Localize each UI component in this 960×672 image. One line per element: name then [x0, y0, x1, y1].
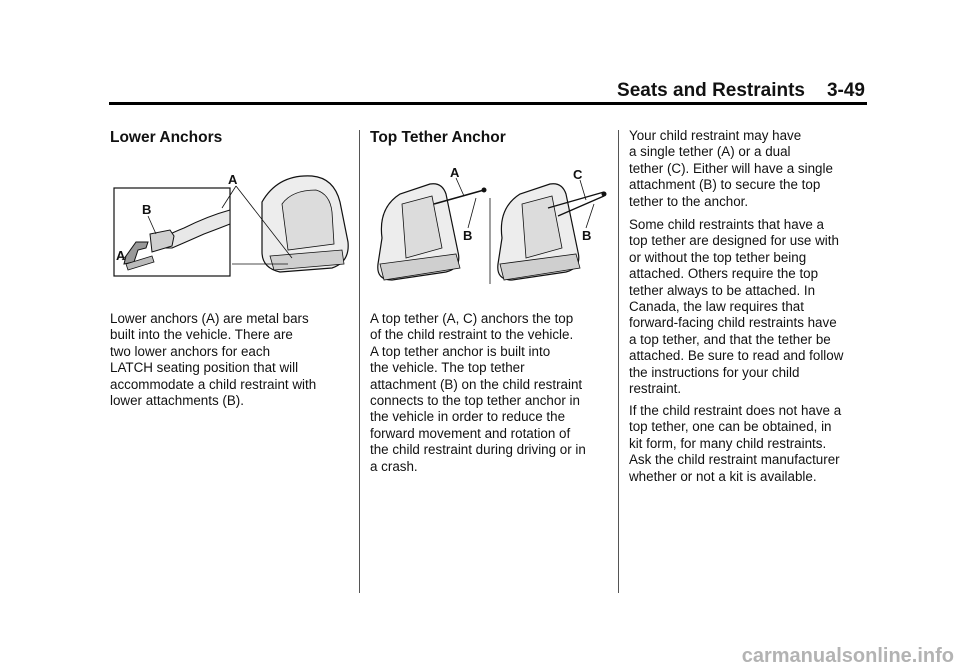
text-line: the child restraint during driving or in [370, 442, 586, 458]
text-line: top tether are designed for use with [629, 233, 839, 249]
text-line: Your child restraint may have [629, 128, 802, 143]
header-rule [109, 102, 867, 105]
text-line: a crash. [370, 458, 418, 474]
text-line: Canada, the law requires that [629, 299, 804, 315]
section-title: Seats and Restraints [617, 80, 805, 101]
text-line: two lower anchors for each [110, 343, 271, 359]
text-line: attached. Be sure to read and follow [629, 348, 844, 364]
tether-types-paragraph [629, 128, 833, 210]
page-number: 3-49 [826, 80, 865, 101]
text-line: If the child restraint does not have a [629, 403, 842, 418]
text-line: Lower anchors (A) are metal bars [110, 311, 309, 326]
text-line: restraint. [629, 381, 682, 397]
column-divider-right [618, 130, 619, 593]
text-line: the vehicle. The top tether [370, 360, 525, 376]
text-line: Some child restraints that have a [629, 217, 825, 232]
text-line: top tether, one can be obtained, in [629, 419, 832, 435]
lower-anchors-text [110, 311, 316, 409]
figure-label-c: C [573, 167, 583, 182]
top-tether-anchor-heading: Top Tether Anchor [370, 129, 506, 146]
text-line: built into the vehicle. There are [110, 327, 293, 343]
tether-kit-paragraph [629, 403, 841, 485]
text-line: A top tether anchor is built into [370, 343, 551, 359]
top-tether-text [370, 311, 586, 475]
figure-label-a: A [228, 172, 238, 187]
text-line: a top tether, and that the tether be [629, 331, 831, 347]
text-line: tether to the anchor. [629, 193, 749, 209]
figure-label-a-hook: A [116, 248, 126, 263]
text-line: forward movement and rotation of [370, 425, 571, 441]
text-line: LATCH seating position that will [110, 360, 299, 376]
figure-label-b: B [582, 228, 592, 243]
text-line: A top tether (A, C) anchors the top [370, 311, 574, 326]
connector-shape [150, 230, 174, 252]
column-divider-left [359, 130, 360, 593]
text-line: Ask the child restraint manufacturer [629, 452, 840, 468]
text-line: a single tether (A) or a dual [629, 144, 791, 160]
figure-label-a: A [450, 165, 460, 180]
text-line: lower attachments (B). [110, 393, 244, 409]
text-line: of the child restraint to the vehicle. [370, 327, 574, 343]
lower-anchors-illustration [112, 172, 354, 284]
text-line: accommodate a child restraint with [110, 376, 317, 392]
text-line: the vehicle in order to reduce the [370, 409, 566, 425]
text-line: the instructions for your child [629, 364, 800, 380]
text-line: kit form, for many child restraints. [629, 435, 827, 451]
text-line: tether (C). Either will have a single [629, 160, 833, 176]
text-line: attachment (B) on the child restraint [370, 376, 583, 392]
text-line: attached. Others require the top [629, 266, 819, 282]
top-tether-illustration [372, 165, 610, 286]
text-line: forward-facing child restraints have [629, 315, 837, 331]
text-line: attachment (B) to secure the top [629, 177, 821, 193]
tether-requirements-paragraph [629, 217, 843, 397]
text-line: or without the top tether being [629, 249, 807, 265]
lower-anchors-heading: Lower Anchors [110, 129, 223, 146]
text-line: connects to the top tether anchor in [370, 393, 580, 409]
text-line: tether always to be attached. In [629, 282, 816, 298]
figure-label-b: B [463, 228, 473, 243]
watermark: carmanualsonline.info [741, 645, 954, 667]
leader-line-b [148, 216, 156, 234]
figure-label-b: B [142, 202, 152, 217]
text-line: whether or not a kit is available. [629, 468, 817, 484]
